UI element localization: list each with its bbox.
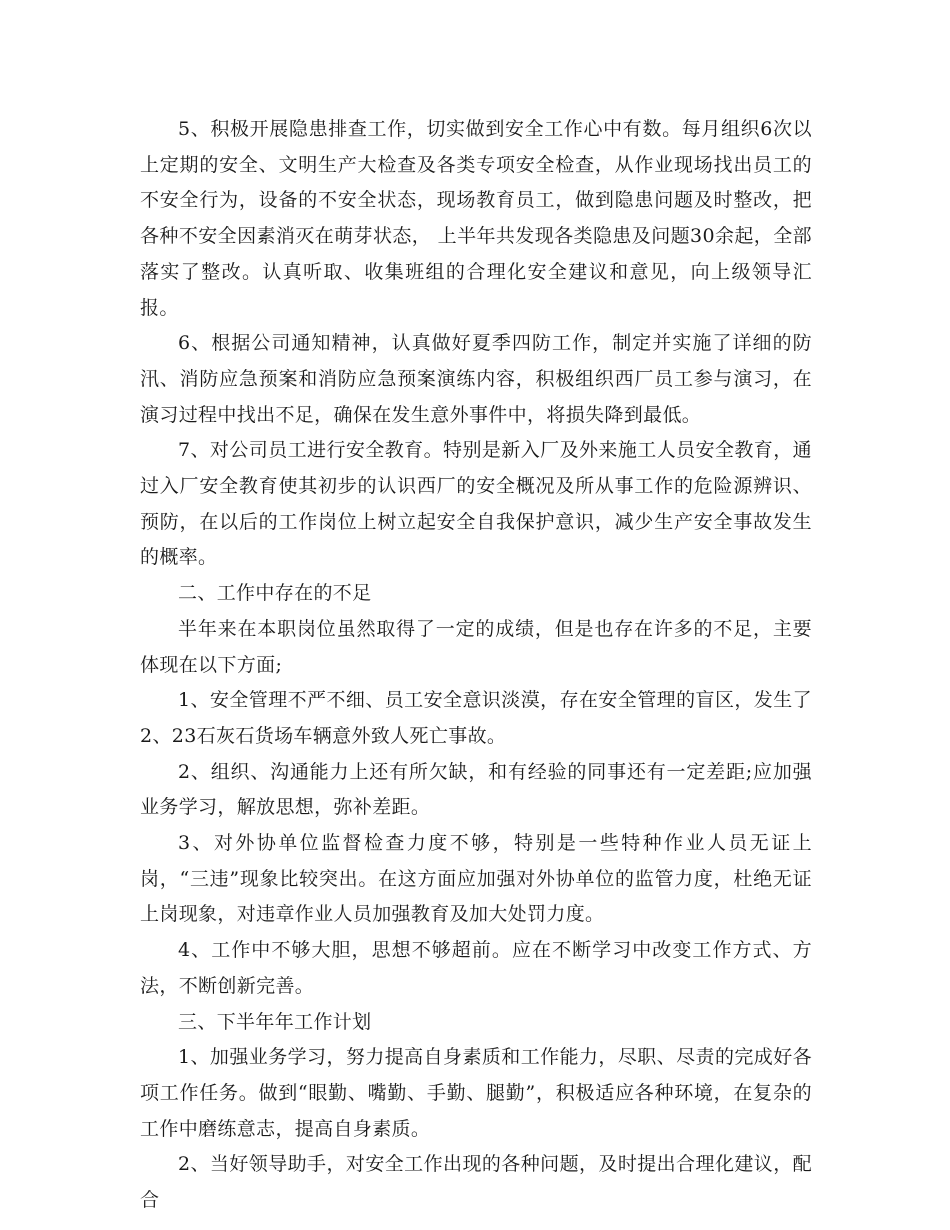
paragraph-plan-1: 1、加强业务学习，努力提高自身素质和工作能力，尽职、尽责的完成好各项工作任务。做到“眼勤、嘴勤、手勤、腿勤”，积极适应各种环境，在复杂的工作中磨练意志，提高自身素质。 — [140, 1046, 812, 1140]
section-heading-plan: 三、下半年年工作计划 — [178, 1010, 372, 1033]
paragraph-shortcomings-intro: 半年来在本职岗位虽然取得了一定的成绩，但是也存在许多的不足，主要体现在以下方面; — [140, 617, 812, 676]
paragraph-shortcoming-3: 3、对外协单位监督检查力度不够，特别是一些特种作业人员无证上岗，“三违”现象比较突出。在这方面应加强对外协单位的监管力度，杜绝无证上岗现象，对违章作业人员加强教育及加大处罚力度。 — [140, 832, 812, 926]
document-body — [140, 112, 812, 1219]
paragraph-shortcoming-1: 1、安全管理不严不细、员工安全意识淡漠，存在安全管理的盲区，发生了2、23石灰石货场车辆意外致人死亡事故。 — [140, 689, 812, 747]
paragraph-shortcoming-4: 4、工作中不够大胆，思想不够超前。应在不断学习中改变工作方式、方法，不断创新完善。 — [140, 939, 812, 997]
section-heading-shortcomings: 二、工作中存在的不足 — [178, 582, 372, 605]
paragraph-shortcoming-2: 2、组织、沟通能力上还有所欠缺，和有经验的同事还有一定差距;应加强业务学习，解放思想，弥补差距。 — [140, 760, 812, 819]
paragraph-item-6: 6、根据公司通知精神，认真做好夏季四防工作，制定并实施了详细的防汛、消防应急预案和消防应急预案演练内容，积极组织西厂员工参与演习，在演习过程中找出不足，确保在发生意外事件中，将损失降到最低。 — [140, 332, 812, 426]
paragraph-plan-2: 2、当好领导助手，对安全工作出现的各种问题，及时提出合理化建议，配合 — [140, 1153, 812, 1212]
paragraph-item-5: 5、积极开展隐患排查工作，切实做到安全工作心中有数。每月组织6次以上定期的安全、文明生产大检查及各类专项安全检查，从作业现场找出员工的不安全行为，设备的不安全状态，现场教育员工，做到隐患问题及时整改，把各种不安全因素消灭在萌芽状态， 上半年共发现各类隐患及问题30余起，全部落实了整改。认真听取、收集班组的合理化安全建议和意见，向上级领导汇报。 — [140, 118, 812, 319]
paragraph-item-7: 7、对公司员工进行安全教育。特别是新入厂及外来施工人员安全教育，通过入厂安全教育使其初步的认识西厂的安全概况及所从事工作的危险源辨识、预防，在以后的工作岗位上树立起安全自我保护意识，减少生产安全事故发生的概率。 — [140, 439, 812, 569]
